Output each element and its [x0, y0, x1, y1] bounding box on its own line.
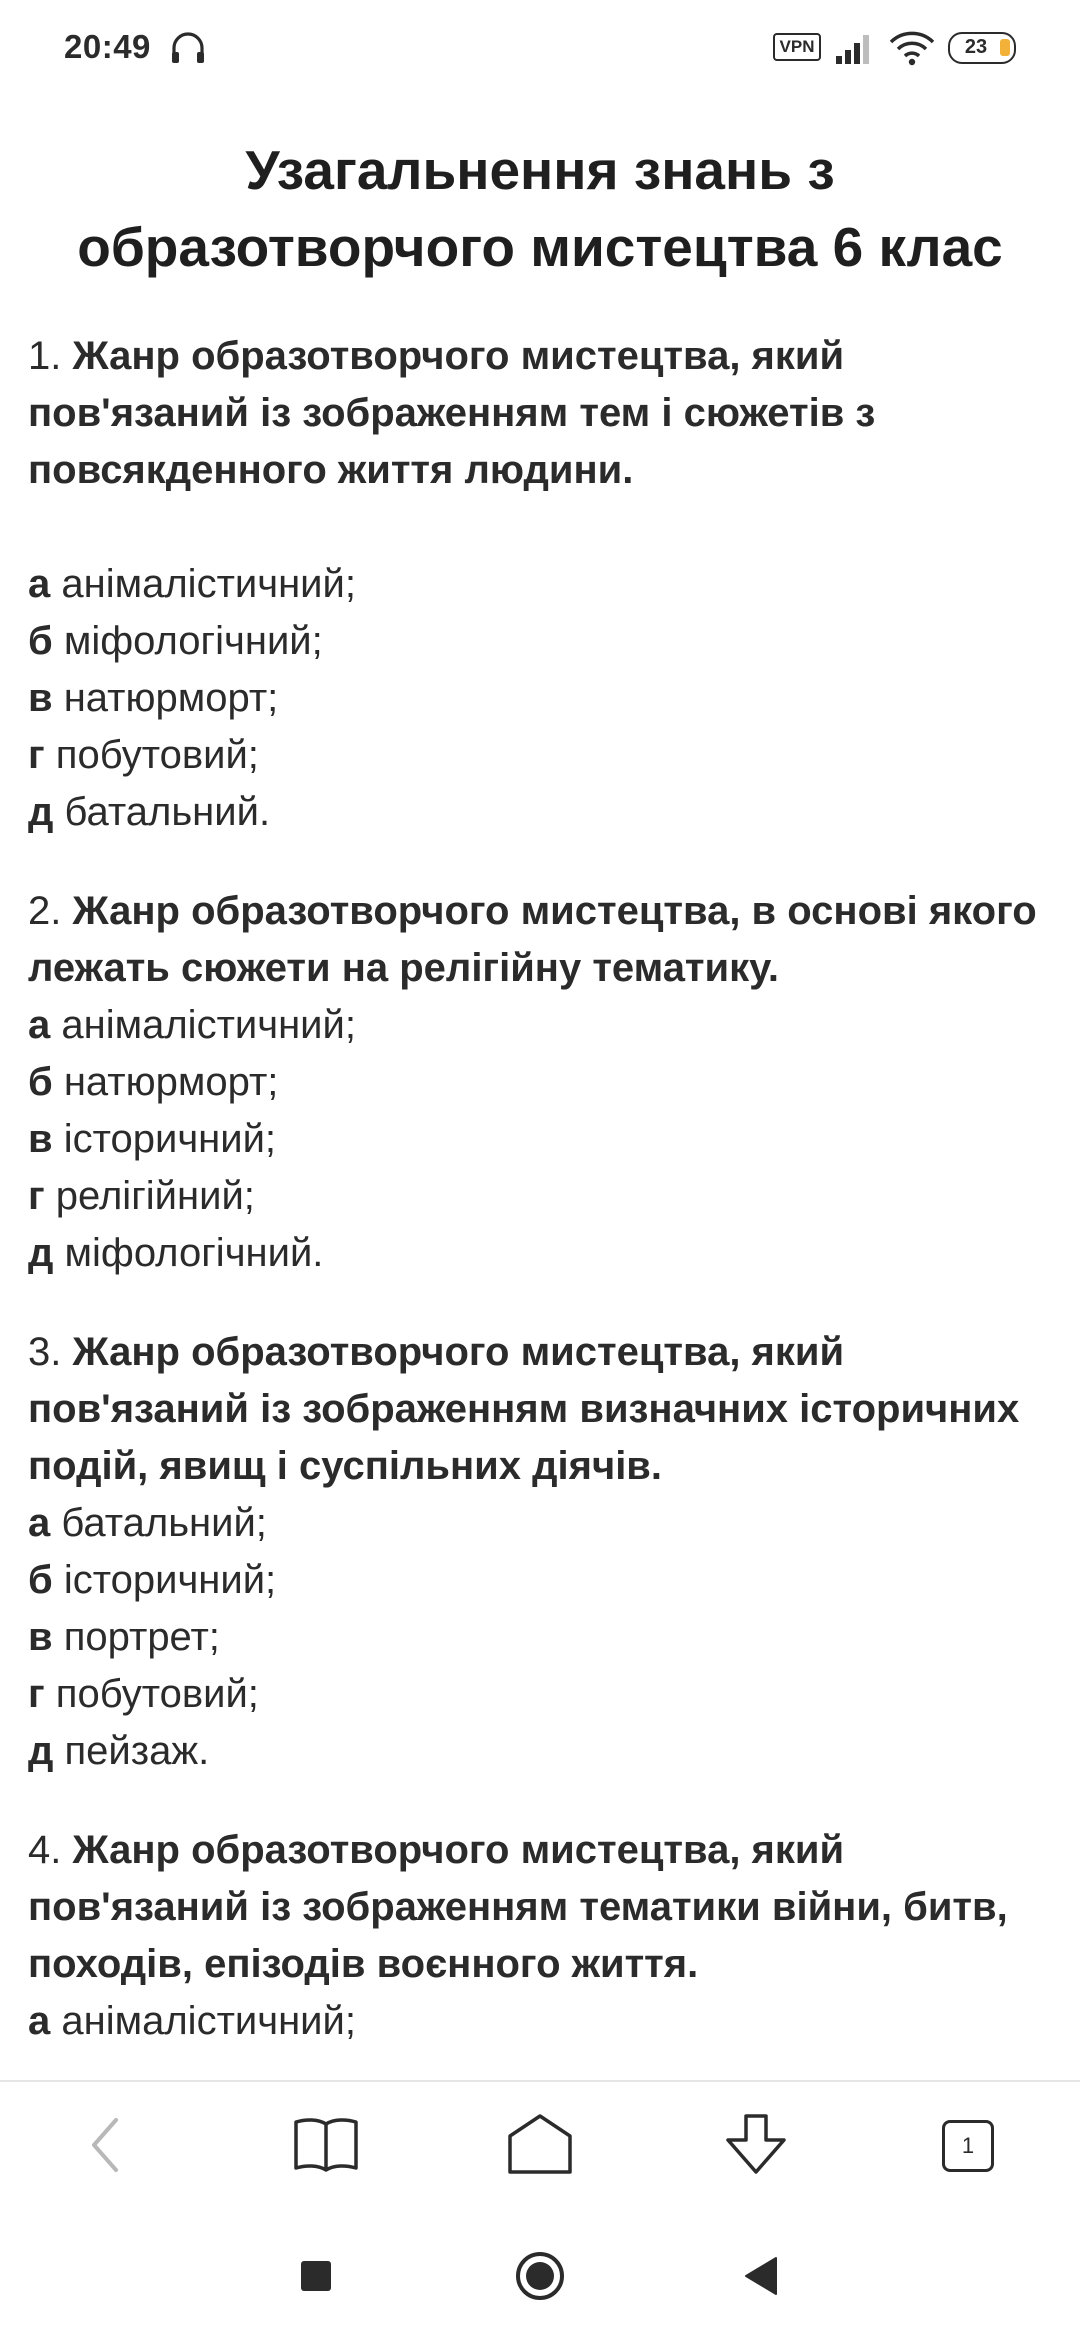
option-letter: в	[28, 1117, 53, 1161]
option-item	[28, 727, 1052, 784]
page-content[interactable]	[0, 96, 1080, 2080]
book-icon[interactable]	[286, 2110, 366, 2180]
option-letter: г	[28, 1174, 45, 1218]
tabs-count: 1	[942, 2120, 994, 2172]
option-item	[28, 1495, 1052, 1552]
option-text: батальний;	[61, 1501, 267, 1545]
question-heading	[28, 883, 1052, 997]
home-icon[interactable]	[500, 2110, 580, 2180]
option-letter: б	[28, 619, 53, 663]
option-text: портрет;	[63, 1615, 220, 1659]
question-text: Жанр образотворчого мистецтва, який пов'язаний із зображенням тематики війни, битв, походів, епізодів воєнного життя.	[28, 1828, 1008, 1986]
option-letter: в	[28, 1615, 53, 1659]
back-triangle-icon[interactable]	[732, 2246, 792, 2306]
page-title: Узагальнення знань з образотворчого мистецтва 6 клас	[77, 139, 1003, 278]
option-letter: а	[28, 1999, 51, 2043]
option-text: натюрморт;	[63, 1060, 279, 1104]
question-3	[28, 1324, 1052, 1780]
home-circle-icon[interactable]	[510, 2246, 570, 2306]
download-icon[interactable]	[716, 2110, 796, 2180]
option-text: міфологічний.	[64, 1231, 324, 1275]
option-text: натюрморт;	[63, 676, 279, 720]
option-letter: д	[28, 1729, 54, 1773]
question-number: 1.	[28, 334, 62, 378]
question-4	[28, 1822, 1052, 2050]
headphones-icon	[168, 30, 208, 66]
option-item	[28, 784, 1052, 841]
option-item	[28, 556, 1052, 613]
browser-toolbar	[0, 2080, 1080, 2212]
option-letter: б	[28, 1060, 53, 1104]
option-text: анімалістичний;	[61, 1999, 356, 2043]
option-item	[28, 1111, 1052, 1168]
signal-icon	[834, 30, 876, 66]
option-item	[28, 1225, 1052, 1282]
vpn-icon: VPN	[773, 33, 821, 61]
option-letter: а	[28, 562, 51, 606]
option-item	[28, 670, 1052, 727]
recents-square-icon[interactable]	[286, 2246, 346, 2306]
option-text: анімалістичний;	[61, 562, 356, 606]
system-navigation-bar	[0, 2210, 1080, 2340]
option-text: побутовий;	[55, 733, 259, 777]
option-item	[28, 997, 1052, 1054]
option-text: історичний;	[63, 1558, 277, 1602]
question-text: Жанр образотворчого мистецтва, в основі якого лежать сюжети на релігійну тематику.	[28, 889, 1037, 990]
battery-level: 23	[964, 36, 988, 58]
status-bar	[0, 0, 1080, 96]
question-number: 2.	[28, 889, 62, 933]
option-text: батальний.	[64, 790, 271, 834]
option-letter: б	[28, 1558, 53, 1602]
option-item	[28, 1552, 1052, 1609]
option-letter: д	[28, 790, 54, 834]
option-letter: д	[28, 1231, 54, 1275]
option-item	[28, 1054, 1052, 1111]
question-text: Жанр образотворчого мистецтва, який пов'язаний із зображенням визначних історичних подій, явищ і суспільних діячів.	[28, 1330, 1020, 1488]
option-item	[28, 1666, 1052, 1723]
question-heading	[28, 328, 1052, 499]
option-text: побутовий;	[55, 1672, 259, 1716]
question-1	[28, 328, 1052, 841]
option-letter: г	[28, 733, 45, 777]
option-text: історичний;	[63, 1117, 277, 1161]
question-number: 4.	[28, 1828, 62, 1872]
battery-fill	[1000, 39, 1010, 56]
option-text: пейзаж.	[64, 1729, 210, 1773]
question-text: Жанр образотворчого мистецтва, який пов'язаний із зображенням тем і сюжетів з повсякденного життя людини.	[28, 334, 876, 492]
option-item	[28, 1993, 1052, 2050]
question-number: 3.	[28, 1330, 62, 1374]
wifi-icon	[888, 28, 936, 68]
question-heading	[28, 1822, 1052, 1993]
option-text: анімалістичний;	[61, 1003, 356, 1047]
question-2	[28, 883, 1052, 1282]
option-text: міфологічний;	[63, 619, 323, 663]
option-item	[28, 613, 1052, 670]
option-item	[28, 1723, 1052, 1780]
question-heading	[28, 1324, 1052, 1495]
option-item	[28, 1609, 1052, 1666]
option-letter: а	[28, 1003, 51, 1047]
battery-icon	[948, 32, 1016, 64]
status-time: 20:49	[64, 28, 151, 65]
option-item	[28, 1168, 1052, 1225]
option-letter: в	[28, 676, 53, 720]
option-letter: а	[28, 1501, 51, 1545]
back-arrow-icon[interactable]	[66, 2110, 146, 2180]
option-text: релігійний;	[55, 1174, 255, 1218]
tabs-icon[interactable]	[924, 2110, 1004, 2180]
option-letter: г	[28, 1672, 45, 1716]
